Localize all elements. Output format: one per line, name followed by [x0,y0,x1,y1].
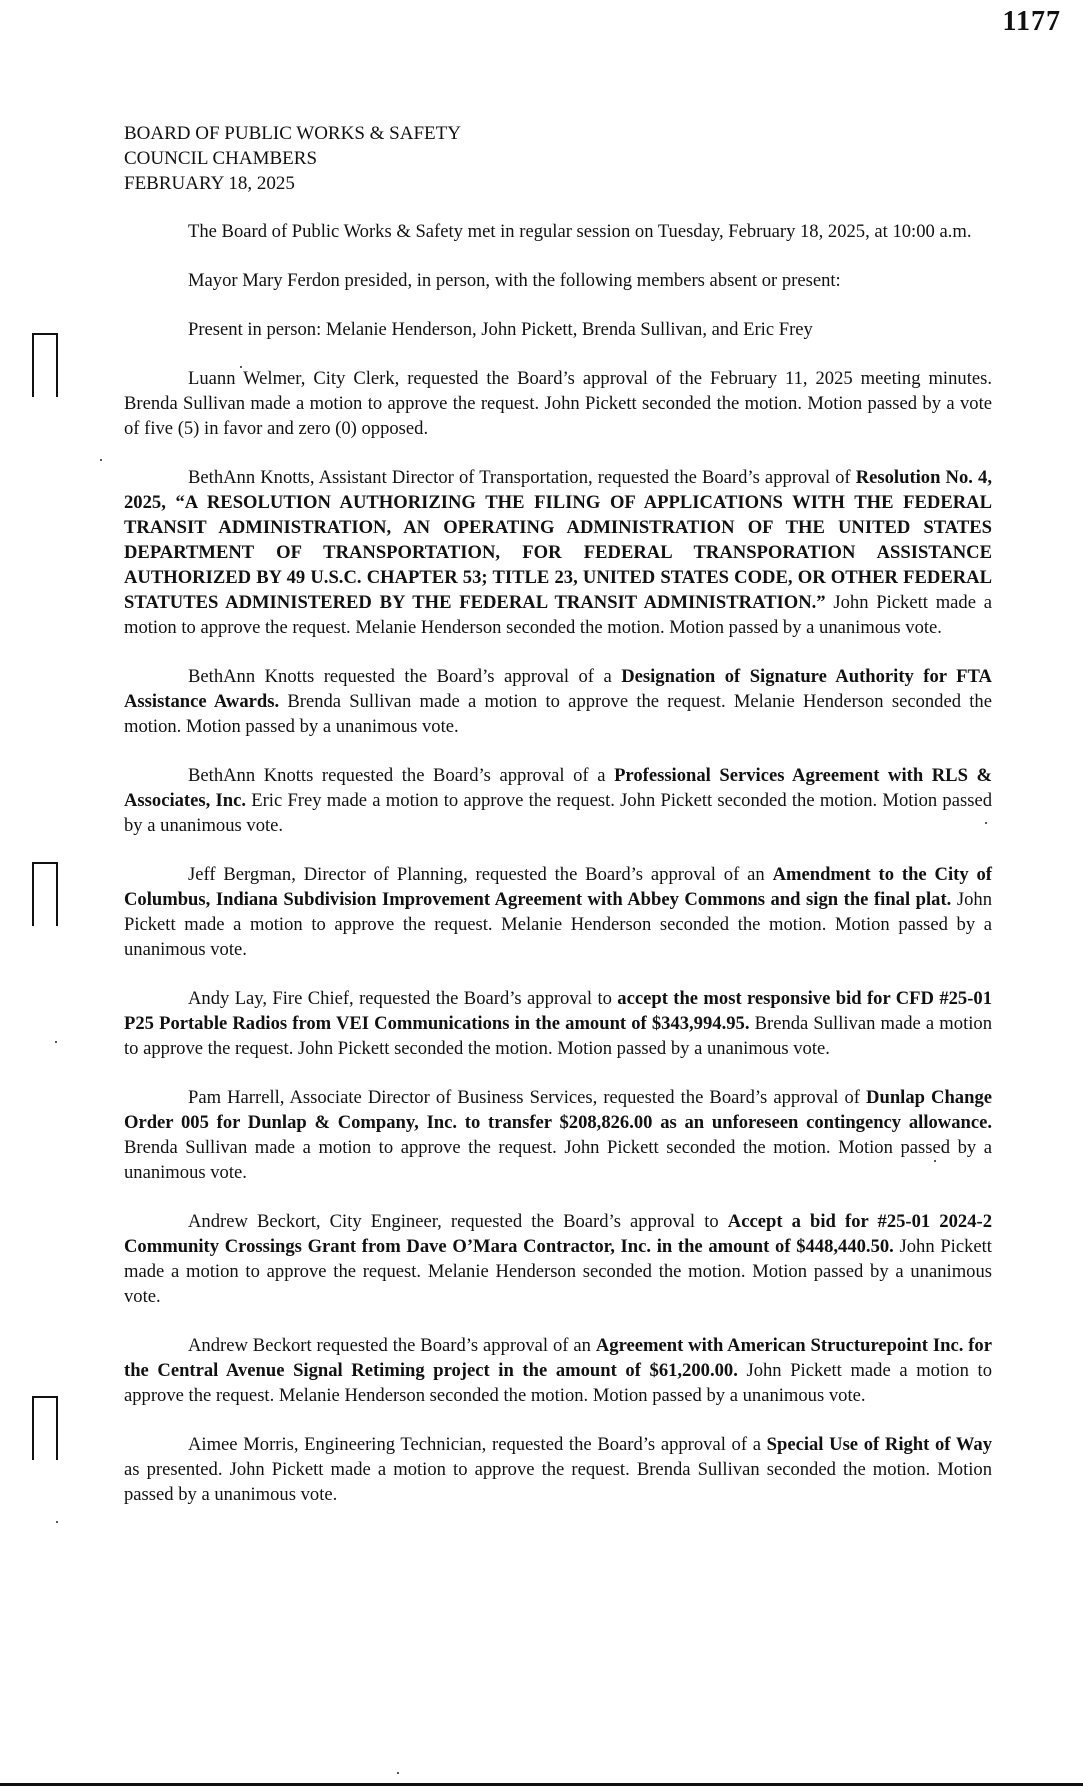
agenda-item-title: Special Use of Right of Way [766,1434,992,1455]
scan-speck [934,1160,936,1162]
agenda-item-title: Amendment to the City of Columbus, Indiana Subdivision Improvement Agreement with Abbey Commons and sign the final plat. [124,864,992,910]
scan-speck [240,366,242,368]
paragraph-dunlap-change-order: Pam Harrell, Associate Director of Business Services, requested the Board’s approval of Dunlap Change Order 005 for Dunlap & Company, Inc. to transfer $208,826.00 as an unforeseen contingency allowance. Brenda Sullivan made a motion to approve the request. John Pickett seconded the motion. Motion passed by a unanimous vote. [124,1087,992,1183]
paragraph-session-opening: The Board of Public Works & Safety met in regular session on Tuesday, February 18, 2025, at 10:00 a.m. [188,221,972,242]
paragraph-right-of-way: Aimee Morris, Engineering Technician, requested the Board’s approval of a Special Use of Right of Way as presented. John Pickett made a motion to approve the request. Brenda Sullivan seconded the motion. Motion passed by a unanimous vote. [124,1434,992,1505]
header-date: FEBRUARY 18, 2025 [124,173,295,194]
document-header [124,121,461,196]
scan-speck [55,1041,57,1043]
scan-speck [397,1772,399,1774]
paragraph-presiding: Mayor Mary Ferdon presided, in person, with the following members absent or present: [188,270,841,291]
page-number: 1177 [1002,6,1061,37]
paragraph-portable-radios: Andy Lay, Fire Chief, requested the Board’s approval to accept the most responsive bid for CFD #25-01 P25 Portable Radios from VEI Communications in the amount of $343,994.95. Brenda Sullivan made a motion to approve the request. John Pickett seconded the motion. Motion passed by a unanimous vote. [124,988,993,1059]
paragraph-minutes-approval: Luann Welmer, City Clerk, requested the Board’s approval of the February 11, 2025 meeting minutes. Brenda Sullivan made a motion to approve the request. John Pickett seconded the motion. Motion passed by a vote of five (5) in favor and zero (0) opposed. [124,368,992,439]
agenda-item-title: Dunlap Change Order 005 for Dunlap & Company, Inc. to transfer $208,826.00 as an unforeseen contingency allowance. [124,1087,992,1133]
paragraph-signal-retiming: Andrew Beckort requested the Board’s approval of an Agreement with American Structurepoint Inc. for the Central Avenue Signal Retiming project in the amount of $61,200.00. John Pickett made a motion to approve the request. Melanie Henderson seconded the motion. Motion passed by a unanimous vote. [124,1335,992,1406]
scan-speck [100,459,102,461]
punch-hole-mark-bottom [32,1396,58,1460]
minutes-body [124,219,992,1531]
scan-speck [985,822,987,824]
agenda-item-title: Designation of Signature Authority for FTA Assistance Awards. [124,666,992,712]
paragraph-resolution-fta: BethAnn Knotts, Assistant Director of Transportation, requested the Board’s approval of Resolution No. 4, 2025, “A RESOLUTION AUTHORIZING THE FILING OF APPLICATIONS WITH THE FEDERAL TRANSIT ADMINISTRATION, AN OPERATING ADMINISTRATION OF THE UNITED STATES DEPARTMENT OF TRANSPORTATION, FOR FEDERAL TRANSPORATION ASSISTANCE AUTHORIZED BY 49 U.S.C. CHAPTER 53; TITLE 23, UNITED STATES CODE, OR OTHER FEDERAL STATUTES ADMINISTERED BY THE FEDERAL TRANSIT ADMINISTRATION.” John Pickett made a motion to approve the request. Melanie Henderson seconded the motion. Motion passed by a unanimous vote. [124,467,992,638]
header-board-name: BOARD OF PUBLIC WORKS & SAFETY [124,123,461,144]
agenda-item-title: Accept a bid for #25-01 2024-2 Community Crossings Grant from Dave O’Mara Contractor, Inc. in the amount of $448,440.50. [124,1211,992,1257]
paragraph-attendance: Present in person: Melanie Henderson, John Pickett, Brenda Sullivan, and Eric Frey [188,319,813,340]
agenda-item-title: Professional Services Agreement with RLS & Associates, Inc. [124,765,993,811]
agenda-item-title: Agreement with American Structurepoint Inc. for the Central Avenue Signal Retiming project in the amount of $61,200.00. [124,1335,992,1381]
header-location: COUNCIL CHAMBERS [124,148,318,169]
punch-hole-mark-middle [32,862,58,926]
punch-hole-mark-top [32,333,58,397]
scan-speck [56,1521,58,1523]
paragraph-abbey-commons: Jeff Bergman, Director of Planning, requested the Board’s approval of an Amendment to the City of Columbus, Indiana Subdivision Improvement Agreement with Abbey Commons and sign the final plat. John Pickett made a motion to approve the request. Melanie Henderson seconded the motion. Motion passed by a unanimous vote. [124,864,992,960]
page-bottom-edge [0,1783,1083,1786]
agenda-item-title: accept the most responsive bid for CFD #25-01 P25 Portable Radios from VEI Communications in the amount of $343,994.95. [124,988,993,1034]
paragraph-signature-authority: BethAnn Knotts requested the Board’s approval of a Designation of Signature Authority for FTA Assistance Awards. Brenda Sullivan made a motion to approve the request. Melanie Henderson seconded the motion. Motion passed by a unanimous vote. [124,666,992,737]
resolution-title: Resolution No. 4, 2025, “A RESOLUTION AUTHORIZING THE FILING OF APPLICATIONS WITH THE FEDERAL TRANSIT ADMINISTRATION, AN OPERATING ADMINISTRATION OF THE UNITED STATES DEPARTMENT OF TRANSPORTATION, FOR FEDERAL TRANSPORATION ASSISTANCE AUTHORIZED BY 49 U.S.C. CHAPTER 53; TITLE 23, UNITED STATES CODE, OR OTHER FEDERAL STATUTES ADMINISTERED BY THE FEDERAL TRANSIT ADMINISTRATION.” [124,467,992,613]
paragraph-rls-agreement: BethAnn Knotts requested the Board’s approval of a Professional Services Agreement with RLS & Associates, Inc. Eric Frey made a motion to approve the request. John Pickett seconded the motion. Motion passed by a unanimous vote. [124,765,993,836]
paragraph-community-crossings: Andrew Beckort, City Engineer, requested the Board’s approval to Accept a bid for #25-01 2024-2 Community Crossings Grant from Dave O’Mara Contractor, Inc. in the amount of $448,440.50. John Pickett made a motion to approve the request. Melanie Henderson seconded the motion. Motion passed by a unanimous vote. [124,1211,992,1307]
